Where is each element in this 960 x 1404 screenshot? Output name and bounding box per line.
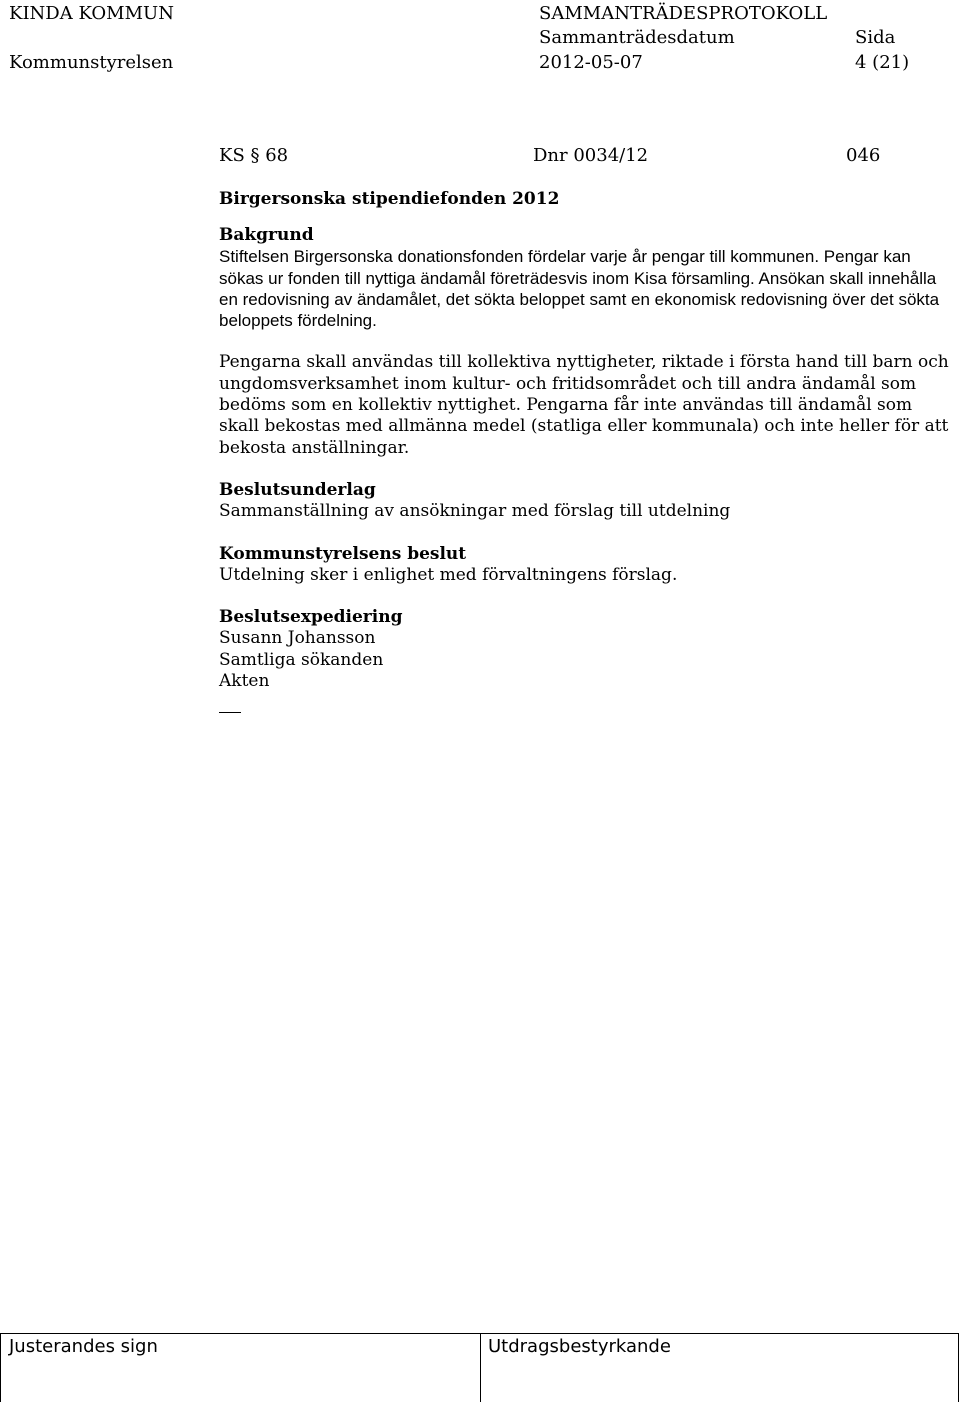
bakgrund-text: Stiftelsen Birgersonska donationsfonden fördelar varje år pengar till kommunen. Pengar kan sökas ur fonden till nyttiga ändamål företrädesvis inom Kisa församling. Ansökan skall innehålla en redovisning av ändamålet, det sökta beloppet samt en ekonomisk redovisning över det sökta beloppets fördelning. bbox=[219, 247, 940, 331]
org-name: KINDA KOMMUN bbox=[9, 3, 174, 24]
beslut-text: Utdelning sker i enlighet med förvaltningens förslag. bbox=[219, 564, 678, 585]
bakgrund-section bbox=[219, 225, 955, 331]
expediering-recipient: Samtliga sökanden bbox=[219, 649, 384, 670]
meeting-date: 2012-05-07 bbox=[539, 52, 643, 73]
beslut-section bbox=[219, 544, 955, 587]
diary-number: Dnr 0034/12 bbox=[533, 145, 649, 166]
justerandes-sign-label: Justerandes sign bbox=[9, 1336, 158, 1357]
expediering-recipient: Susann Johansson bbox=[219, 628, 376, 649]
end-rule bbox=[219, 712, 241, 713]
page-number: 4 (21) bbox=[855, 52, 910, 73]
page-label: Sida bbox=[855, 27, 896, 48]
expediering-recipient: Akten bbox=[219, 671, 270, 692]
bakgrund-heading: Bakgrund bbox=[219, 225, 314, 245]
protocol-section bbox=[219, 144, 955, 713]
case-reference-line bbox=[219, 144, 955, 168]
paragraph-number: KS § 68 bbox=[219, 145, 289, 166]
utdragsbestyrkande-cell bbox=[480, 1334, 958, 1402]
document-type: SAMMANTRÄDESPROTOKOLL bbox=[539, 3, 828, 24]
beslut-heading: Kommunstyrelsens beslut bbox=[219, 543, 467, 564]
archive-code: 046 bbox=[846, 145, 881, 166]
case-title: Birgersonska stipendiefonden 2012 bbox=[219, 189, 560, 209]
expediering-heading: Beslutsexpediering bbox=[219, 607, 403, 628]
expediering-section bbox=[219, 607, 955, 692]
underlag-text: Sammanställning av ansökningar med förslag till utdelning bbox=[219, 501, 731, 522]
usage-text: Pengarna skall användas till kollektiva nyttigheter, riktade i första hand till barn och ungdomsverksamhet inom kultur- och fritidsområdet och till andra ändamål som bedöms som en kollektiv nyttighet. Pengarna får inte användas till ändamål som skall bekostas med allmänna medel (statliga eller kommunala) och inte heller för att bekosta anställningar. bbox=[219, 352, 949, 458]
underlag-section bbox=[219, 480, 955, 523]
utdragsbestyrkande-label: Utdragsbestyrkande bbox=[488, 1336, 671, 1357]
justerandes-sign-cell bbox=[0, 1334, 481, 1402]
signature-footer bbox=[0, 1333, 959, 1402]
committee-name: Kommunstyrelsen bbox=[9, 52, 174, 73]
date-label: Sammanträdesdatum bbox=[539, 27, 735, 48]
underlag-heading: Beslutsunderlag bbox=[219, 479, 376, 500]
